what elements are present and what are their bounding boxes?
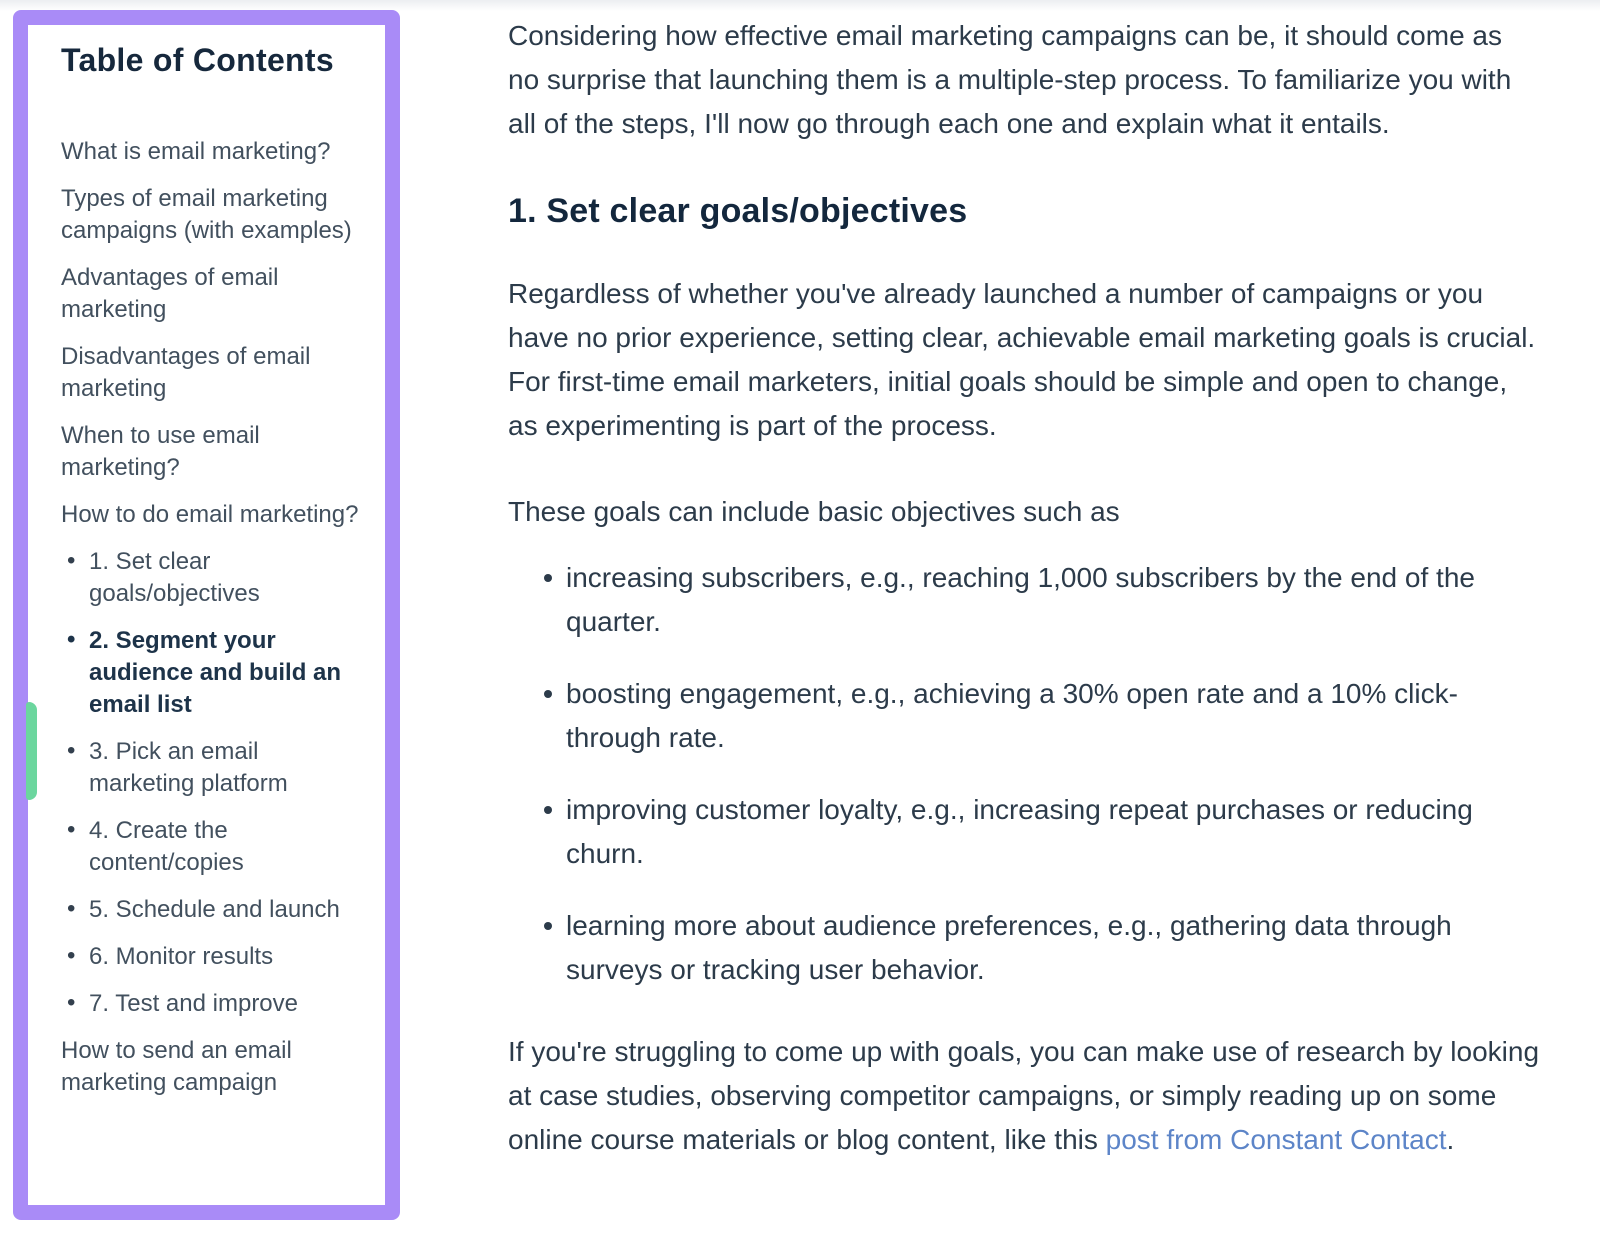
table-of-contents-panel: [13, 10, 400, 1220]
toc-item-how-to-send-campaign[interactable]: How to send an email marketing campaign: [61, 1037, 292, 1096]
intro-paragraph: Considering how effective email marketing campaigns can be, it should come as no surprise that launching them is a multiple-step process. To familiarize you with all of the steps, I'll now go through each one and explain what it entails.: [508, 20, 1512, 139]
toc-item-when-to-use[interactable]: When to use email marketing?: [61, 422, 260, 481]
section-heading: 1. Set clear goals/objectives: [508, 192, 968, 230]
toc-title: Table of Contents: [61, 42, 334, 78]
toc-item-step-6-monitor-results[interactable]: • 6. Monitor results: [61, 941, 369, 973]
lead-in-paragraph: These goals can include basic objectives such as: [508, 496, 1120, 527]
objective-improving-loyalty: improving customer loyalty, e.g., increasing repeat purchases or reducing churn.: [566, 788, 1540, 876]
toc-item-step-3-pick-platform[interactable]: • 3. Pick an email marketing platform: [61, 736, 369, 800]
closing-paragraph: [508, 1030, 1540, 1162]
toc-item-step-5-schedule-launch[interactable]: • 5. Schedule and launch: [61, 894, 369, 926]
toc-item-types-of-campaigns[interactable]: Types of email marketing campaigns (with examples): [61, 185, 352, 244]
closing-text-after-link: .: [1446, 1124, 1455, 1155]
toc-active-section-indicator: [26, 702, 37, 800]
article-content: [508, 14, 1540, 1204]
toc-item-step-4-create-content[interactable]: • 4. Create the content/copies: [61, 815, 369, 879]
objectives-list: [508, 556, 1540, 992]
closing-text-before-link: If you're struggling to come up with goals, you can make use of research by looking at case studies, observing competitor campaigns, or simply reading up on some online course materials or blog content, like this: [508, 1036, 1540, 1155]
toc-item-advantages[interactable]: Advantages of email marketing: [61, 264, 279, 323]
toc-nav: [61, 136, 369, 1099]
toc-item-how-to-do[interactable]: How to do email marketing?: [61, 501, 359, 528]
toc-item-step-7-test-improve[interactable]: • 7. Test and improve: [61, 988, 369, 1020]
objective-increasing-subscribers: increasing subscribers, e.g., reaching 1,000 subscribers by the end of the quarter.: [566, 556, 1540, 644]
constant-contact-link[interactable]: post from Constant Contact: [1105, 1124, 1447, 1155]
objective-learning-preferences: learning more about audience preferences, e.g., gathering data through surveys or tracking user behavior.: [566, 904, 1540, 992]
toc-item-what-is-email-marketing[interactable]: What is email marketing?: [61, 138, 331, 165]
goals-paragraph: Regardless of whether you've already launched a number of campaigns or you have no prior experience, setting clear, achievable email marketing goals is crucial. For first-time email marketers, initial goals should be simple and open to change, as experimenting is part of the process.: [508, 278, 1536, 441]
toc-item-step-2-segment-audience[interactable]: • 2. Segment your audience and build an email list: [61, 625, 369, 721]
toc-item-step-1-set-clear-goals[interactable]: • 1. Set clear goals/objectives: [61, 546, 369, 610]
objective-boosting-engagement: boosting engagement, e.g., achieving a 30% open rate and a 10% click-through rate.: [566, 672, 1540, 760]
toc-item-disadvantages[interactable]: Disadvantages of email marketing: [61, 343, 311, 402]
